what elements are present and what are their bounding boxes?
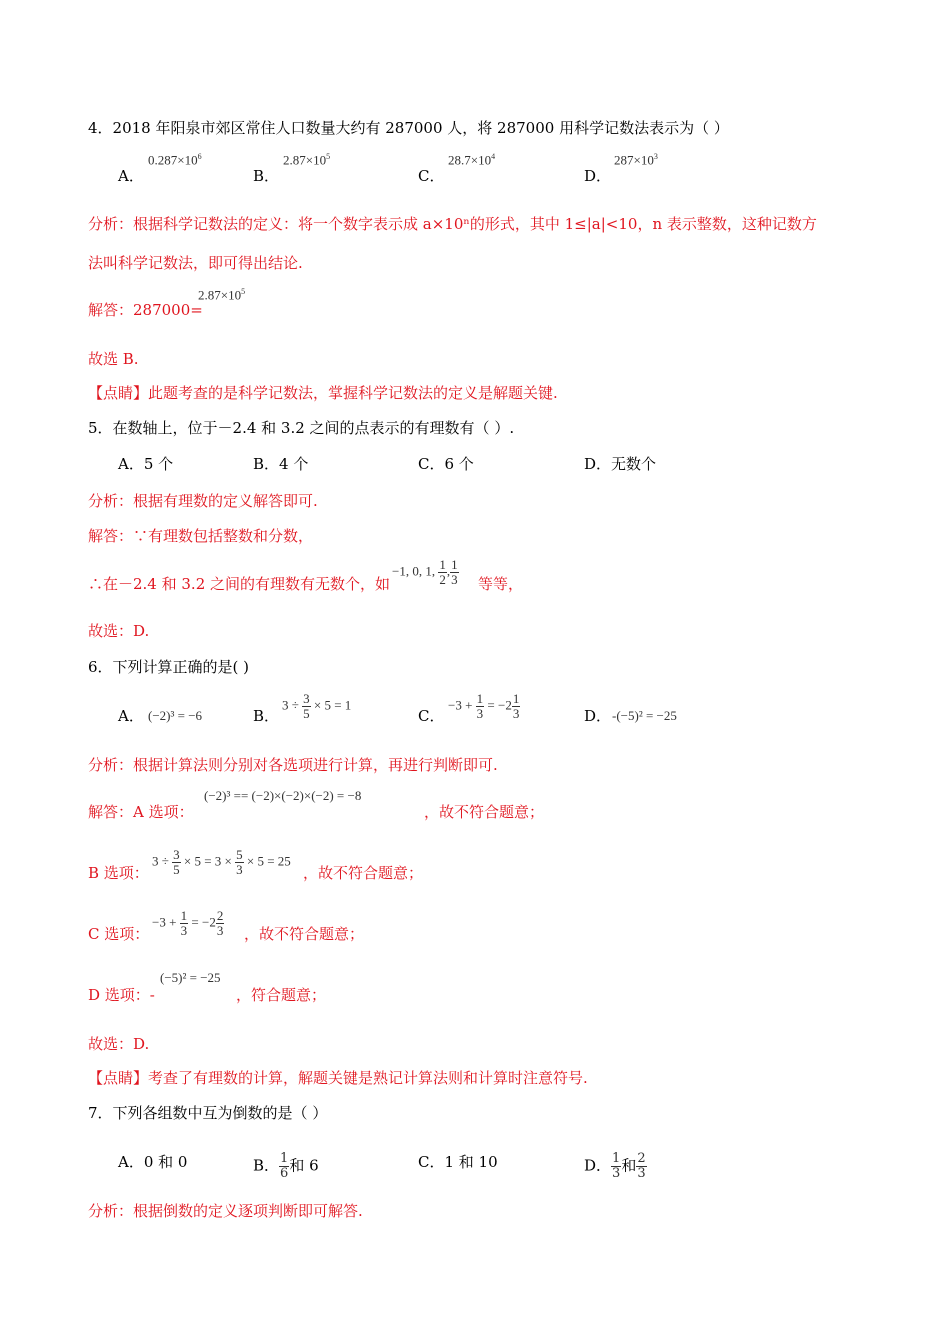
- q7-analysis: 分析：根据倒数的定义逐项判断即可解答.: [88, 1202, 363, 1220]
- q6-answer-c-tail: ，故不符合题意；: [244, 925, 365, 943]
- q4-option-d-math: $287\times 10^3$: [614, 152, 658, 168]
- q4-option-c[interactable]: C．: [418, 167, 445, 185]
- q7-stem: 7．下列各组数中互为倒数的是（ ）: [88, 1104, 328, 1122]
- q6-option-c[interactable]: C．: [418, 707, 445, 725]
- q4-analysis-line2: 法叫科学记数法，即可得出结论.: [88, 254, 303, 272]
- q4-choice: 故选 B.: [88, 350, 139, 368]
- fraction-one-third: $\frac{1}{3}$: [451, 557, 458, 587]
- q6-answer-c-math: −3 + $\frac{1}{3}$ = −2 $\frac{2}{3}$: [152, 908, 224, 938]
- q6-choice: 故选：D.: [88, 1035, 150, 1053]
- q5-choice: 故选：D.: [88, 622, 150, 640]
- q6-answer-c-label: C 选项：: [88, 925, 150, 943]
- q6-option-b-math: 3 ÷ $\frac{3}{5}$ × 5 = 1: [282, 691, 352, 721]
- q4-answer-label: 解答：287000=: [88, 301, 203, 319]
- q6-answer-a-math: (−2)³ == (−2)×(−2)×(−2) = −8: [204, 788, 362, 803]
- q5-option-a[interactable]: A．5 个: [118, 455, 174, 473]
- q5-option-c[interactable]: C．6 个: [418, 455, 474, 473]
- q6-option-d-math: -(−5)² = −25: [612, 708, 677, 723]
- q5-answer-line1: 解答：∵有理数包括整数和分数，: [88, 527, 314, 545]
- q5-answer-tail: 等等，: [478, 575, 524, 593]
- q5-answer-line2: [88, 574, 390, 594]
- q4-option-a-math: $0.287\times 10^6$: [148, 152, 202, 168]
- q4-option-c-math: $28.7\times 10^4$: [448, 152, 496, 168]
- q4-option-b[interactable]: B．: [253, 167, 280, 185]
- q4-answer-math: $2.87\times 10^5$: [198, 287, 246, 303]
- q4-option-a[interactable]: A．: [118, 167, 144, 185]
- q6-stem: 6．下列计算正确的是( ): [88, 658, 250, 676]
- q4-option-d[interactable]: D．: [584, 167, 612, 185]
- q6-comment: 【点睛】考查了有理数的计算，解题关键是熟记计算法则和计算时注意符号.: [88, 1069, 588, 1087]
- q6-option-c-math: −3 + $\frac{1}{3}$ = −2 $\frac{1}{3}$: [448, 691, 520, 721]
- q6-answer-a-tail: ，故不符合题意；: [424, 803, 545, 821]
- q4-comment-text: 【点睛】此题考查的是科学记数法，掌握科学记数法的定义是解题关键.: [88, 384, 558, 402]
- q6-option-a[interactable]: A．: [118, 707, 144, 725]
- q7-option-c[interactable]: C．1 和 10: [418, 1153, 498, 1171]
- q7-option-a[interactable]: A．0 和 0: [118, 1153, 188, 1171]
- q6-option-b[interactable]: B．: [253, 707, 280, 725]
- q6-option-a-math: (−2)³ = −6: [148, 708, 203, 723]
- q5-answer-math: −1, 0, 1, $\frac{1}{2}$ , $\frac{1}{3}$: [392, 557, 458, 587]
- q6-answer-d-math: (−5)² = −25: [160, 970, 221, 985]
- q5-option-b[interactable]: B．4 个: [253, 455, 309, 473]
- q5-option-d[interactable]: D．无数个: [584, 455, 657, 473]
- q4-comment: [88, 383, 558, 403]
- q6-answer-d-tail: ，符合题意；: [236, 986, 327, 1004]
- fraction-one-half: $\frac{1}{2}$: [439, 557, 446, 587]
- q6-option-d[interactable]: D．: [584, 707, 612, 725]
- q5-stem: 5．在数轴上，位于－2.4 和 3.2 之间的点表示的有理数有（ ）.: [88, 419, 515, 437]
- q6-answer-a-label: 解答：A 选项：: [88, 803, 194, 821]
- q6-analysis: 分析：根据计算法则分别对各选项进行计算，再进行判断即可.: [88, 756, 498, 774]
- q6-answer-b-math: 3 ÷ $\frac{3}{5}$ × 5 = 3 × $\frac{5}{3}$ × 5 = 25: [152, 847, 291, 877]
- q5-analysis: 分析：根据有理数的定义解答即可.: [88, 492, 318, 510]
- q7-option-b[interactable]: B． $\frac{1}{6}$ 和 6: [253, 1151, 319, 1181]
- q5-answer-text: ∴在－2.4 和 3.2 之间的有理数有无数个，如: [88, 575, 391, 593]
- q6-answer-b-tail: ，故不符合题意；: [303, 864, 424, 882]
- q4-option-b-math: $2.87\times 10^5$: [283, 152, 331, 168]
- q6-answer-d-label: D 选项：-: [88, 986, 155, 1004]
- q4-analysis-line1: 分析：根据科学记数法的定义：将一个数字表示成 a×10ⁿ的形式，其中 1≤|a|<10，n 表示整数，这种记数方: [88, 215, 817, 233]
- q6-answer-b-label: B 选项：: [88, 864, 149, 882]
- q4-stem: 4．2018 年阳泉市郊区常住人口数量大约有 287000 人，将 287000 用科学记数法表示为（ ）: [88, 119, 729, 137]
- q7-option-d[interactable]: D． $\frac{1}{3}$ 和 $\frac{2}{3}$: [584, 1151, 646, 1181]
